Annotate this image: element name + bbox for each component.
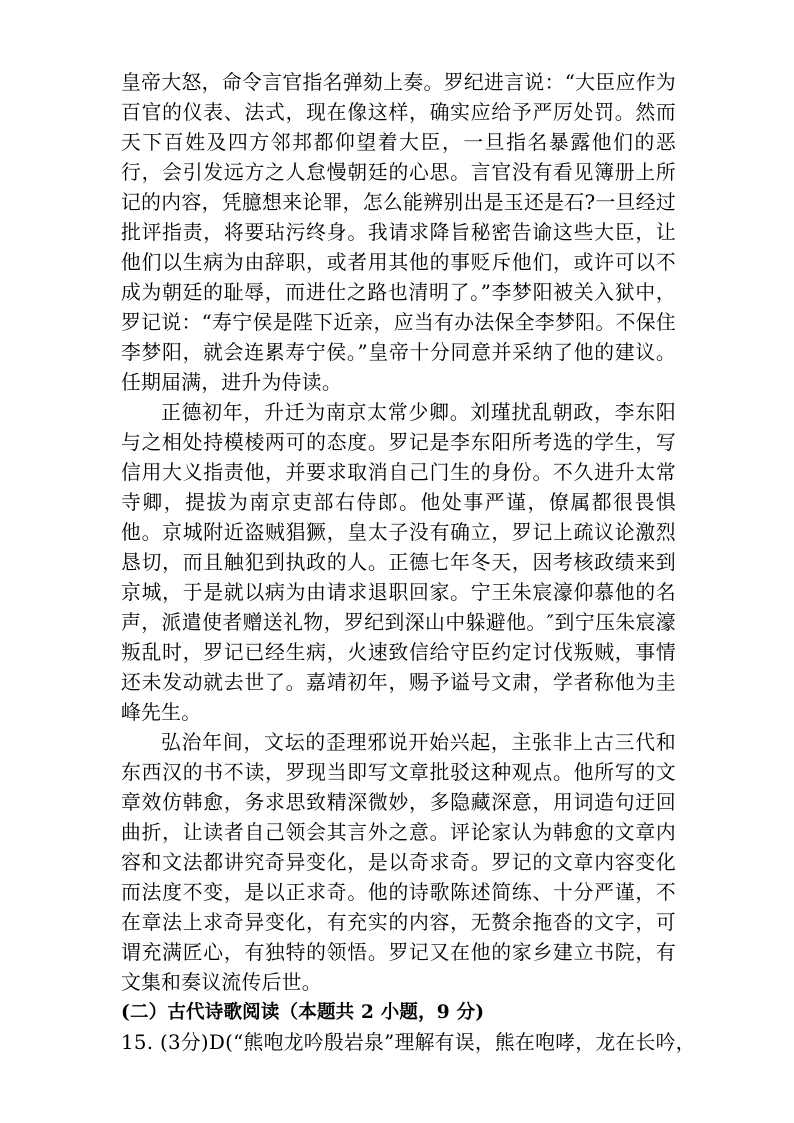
document-page bbox=[121, 68, 696, 1058]
paragraph-emperor-anger: 皇帝大怒，命令言官指名弹劾上奏。罗纪进言说：“大臣应作为百官的仪表、法式，现在像这样，确实应给予严厉处罚。然而天下百姓及四方邻邦都仰望着大臣，一旦指名暴露他们的恶行，会引发远方之人怠慢朝廷的心思。言官没有看见簿册上所记的内容，凭臆想来论罪，怎么能辨别出是玉还是石?一旦经过批评指责，将要玷污终身。我请求降旨秘密告谕这些大臣，让他们以生病为由辞职，或者用其他的事贬斥他们，或许可以不成为朝廷的耻辱，而进仕之路也清明了。”李梦阳被关入狱中，罗记说：“寿宁侯是陛下近亲，应当有办法保全李梦阳。不保住李梦阳，就会连累寿宁侯。”皇帝十分同意并采纳了他的建议。任期届满，进升为侍读。 bbox=[121, 71, 676, 394]
paragraph-hongzhi-years: 弘治年间，文坛的歪理邪说开始兴起，主张非上古三代和东西汉的书不读，罗现当即写文章批驳这种观点。他所写的文章效仿韩愈，务求思致精深微妙，多隐藏深意，用词造句迂回曲折，让读者自己领会其言外之意。评论家认为韩愈的文章内容和文法都讲究奇异变化，是以奇求奇。罗记的文章内容变化而法度不变，是以正求奇。他的诗歌陈述简练、十分严谨，不在章法上求奇异变化，有充实的内容，无赘余拖沓的文字，可谓充满匠心，有独特的领悟。罗记又在他的家乡建立书院，有文集和奏议流传后世。 bbox=[121, 731, 676, 994]
section-heading: (二）古代诗歌阅读（本题共 2 小题，9 分) bbox=[121, 1002, 485, 1023]
answer-line-15: 15. (3分)D(“熊咆龙吟殷岩泉”理解有误，熊在咆哮，龙在长吟， bbox=[121, 1031, 696, 1054]
paragraph-zhengde-years: 正德初年，升迁为南京太常少卿。刘瑾扰乱朝政，李东阳与之相处持模棱两可的态度。罗记是李东阳所考选的学生，写信用大义指责他，并要求取消自己门生的身份。不久进升太常寺卿，提拔为南京吏部右侍郎。他处事严谨，僚属都很畏惧他。京城附近盗贼猖獗，皇太子没有确立，罗记上疏议论激烈恳切，而且触犯到执政的人。正德七年冬天，因考核政绩来到京城，于是就以病为由请求退职回家。宁王朱宸濠仰慕他的名声，派遣使者赠送礼物，罗纪到深山中躲避他。″到宁压朱宸濠叛乱时，罗记已经生病，火速致信给守臣约定讨伐叛贼，事情还未发动就去世了。嘉靖初年，赐予谥号文肃，学者称他为圭峰先生。 bbox=[121, 401, 676, 724]
